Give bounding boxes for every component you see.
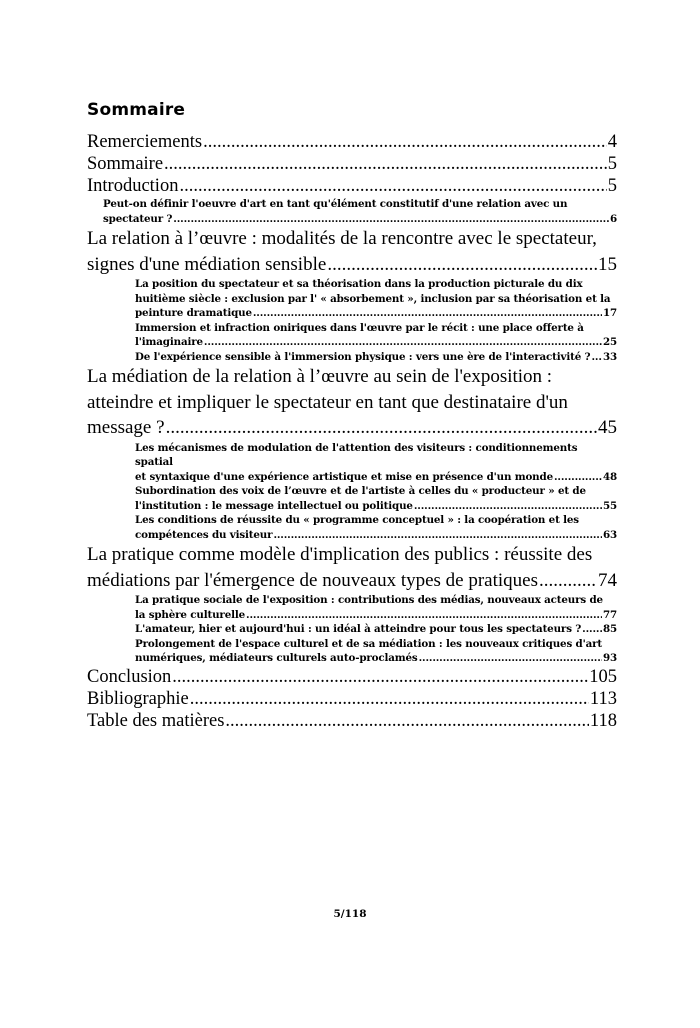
- dot-leader: [591, 350, 602, 365]
- toc-page-number: 93: [602, 652, 617, 664]
- toc-page-number: 45: [598, 417, 617, 438]
- dot-leader: [539, 568, 597, 594]
- toc-entry[interactable]: [87, 364, 617, 441]
- toc-entry[interactable]: [87, 542, 617, 593]
- toc-page-number: 15: [598, 253, 617, 275]
- toc-entry-lastline: [87, 568, 617, 594]
- toc-entry[interactable]: [87, 666, 617, 688]
- dot-leader: [582, 622, 602, 637]
- toc-page-number: 48: [602, 470, 617, 483]
- dot-leader: [225, 710, 589, 732]
- toc-entry-lastline: [103, 212, 617, 227]
- toc-entry-line: La médiation de la relation à l’œuvre au sein de l'exposition :: [87, 366, 553, 387]
- toc-entry-line: La pratique sociale de l'exposition : contributions des médias, nouveaux acteurs de: [135, 594, 603, 606]
- toc-entry-line: huitième siècle : exclusion par l' « absorbement », inclusion par sa théorisation et la: [135, 292, 611, 305]
- dot-leader: [204, 335, 602, 350]
- toc-entry-title: l'imaginaire: [135, 336, 203, 348]
- toc-entry[interactable]: [87, 637, 617, 666]
- dot-leader: [253, 306, 602, 321]
- toc-page-number: 4: [607, 132, 617, 152]
- toc-page-number: 105: [589, 666, 617, 687]
- toc-entry-line: Les conditions de réussite du « programme conceptuel » : la coopération et les: [135, 514, 579, 526]
- toc-page-number: 33: [602, 350, 617, 363]
- toc-page-number: 17: [602, 307, 617, 319]
- toc-entry[interactable]: [87, 277, 617, 321]
- toc-entry-line: La pratique comme modèle d'implication des publics : réussite des: [87, 544, 593, 565]
- dot-leader: [166, 415, 597, 441]
- toc-entry[interactable]: [87, 710, 617, 732]
- toc-page-number: 85: [602, 623, 617, 635]
- toc-entry-title: médiations par l'émergence de nouveaux types de pratiques: [87, 569, 538, 591]
- toc-entry-title: L'amateur, hier et aujourd'hui : un idéal à atteindre pour tous les spectateurs ?: [135, 623, 582, 635]
- dot-leader: [554, 470, 602, 485]
- dot-leader: [173, 212, 609, 227]
- toc-entry-line: La relation à l’œuvre : modalités de la rencontre avec le spectateur,: [87, 228, 597, 249]
- toc-page-number: 113: [589, 688, 617, 709]
- toc-entry[interactable]: [87, 688, 617, 710]
- toc-entry-lastline: [87, 415, 617, 441]
- dot-leader: [327, 252, 597, 278]
- toc-entry-lastline: [135, 651, 617, 666]
- toc-entry[interactable]: [87, 513, 617, 542]
- toc-page-number: 5: [607, 176, 617, 196]
- toc-entry-title: et syntaxique d'une expérience artistique et mise en présence d'un monde: [135, 470, 553, 483]
- toc-page-number: 63: [602, 528, 617, 541]
- toc-entry-lastline: [87, 175, 617, 197]
- toc-entry-lastline: [135, 306, 617, 321]
- dot-leader: [273, 528, 602, 543]
- toc-entry-title: spectateur ?: [103, 212, 173, 225]
- toc-entry-line: Les mécanismes de modulation de l'attention des visiteurs : conditionnements spatial: [135, 441, 578, 468]
- toc-entry-lastline: [135, 335, 617, 350]
- toc-page-number: 25: [602, 336, 617, 348]
- toc-entry[interactable]: [87, 131, 617, 153]
- dot-leader: [246, 608, 602, 623]
- toc-entry[interactable]: [87, 350, 617, 365]
- toc-entry-line: Immersion et infraction oniriques dans l'œuvre par le récit : une place offerte à: [135, 321, 584, 334]
- page-number: 5/118: [333, 908, 367, 920]
- toc-entry-title: compétences du visiteur: [135, 528, 273, 541]
- toc-page-number: 5: [607, 154, 617, 174]
- toc-entry[interactable]: [87, 321, 617, 350]
- toc-entry[interactable]: [87, 441, 617, 485]
- toc-entry-line: Subordination des voix de l’œuvre et de l'artiste à celles du « producteur » et de: [135, 485, 586, 497]
- toc-entry[interactable]: [87, 153, 617, 175]
- toc-entry-lastline: [87, 666, 617, 688]
- toc-entry-title: peinture dramatique: [135, 307, 252, 319]
- toc-entry-lastline: [87, 153, 617, 175]
- table-of-contents: [87, 131, 617, 732]
- toc-page-number: 74: [598, 569, 617, 591]
- dot-leader: [190, 688, 589, 710]
- toc-entry-lastline: [87, 688, 617, 710]
- toc-entry-lastline: [135, 608, 617, 623]
- toc-entry-lastline: [135, 622, 617, 637]
- toc-entry-lastline: [135, 528, 617, 543]
- toc-entry-title: De l'expérience sensible à l'immersion physique : vers une ère de l'interactivité ?: [135, 350, 591, 363]
- toc-entry-line: La position du spectateur et sa théorisation dans la production picturale du dix: [135, 278, 583, 290]
- toc-entry-lastline: [87, 252, 617, 278]
- toc-entry-line: Peut-on définir l'oeuvre d'art en tant qu'élément constitutif d'une relation avec un: [103, 198, 568, 210]
- toc-page-number: 6: [609, 212, 617, 225]
- toc-entry-title: Table des matières: [87, 710, 225, 731]
- toc-entry-title: Conclusion: [87, 666, 172, 687]
- dot-leader: [164, 153, 607, 175]
- toc-entry[interactable]: [87, 593, 617, 622]
- toc-page-number: 77: [602, 608, 617, 621]
- toc-entry-title: Remerciements: [87, 132, 203, 152]
- dot-leader: [419, 651, 602, 666]
- toc-entry-lastline: [135, 499, 617, 514]
- toc-entry[interactable]: [87, 226, 617, 277]
- toc-entry-lastline: [87, 710, 617, 732]
- toc-entry-line: Prolongement de l'espace culturel et de sa médiation : les nouveaux critiques d'art: [135, 637, 602, 650]
- dot-leader: [203, 131, 607, 153]
- toc-entry-title: Bibliographie: [87, 688, 189, 709]
- dot-leader: [172, 666, 588, 688]
- page-title: Sommaire: [87, 100, 186, 120]
- toc-page-number: 118: [589, 710, 617, 731]
- toc-page-number: 55: [602, 499, 617, 512]
- toc-entry-line: atteindre et impliquer le spectateur en tant que destinataire d'un: [87, 391, 568, 413]
- toc-entry-title: la sphère culturelle: [135, 608, 246, 621]
- toc-entry-lastline: [135, 350, 617, 365]
- toc-entry[interactable]: [87, 197, 617, 226]
- toc-entry[interactable]: [87, 622, 617, 637]
- toc-entry-title: l'institution : le message intellectuel ou politique: [135, 499, 413, 512]
- toc-entry-title: signes d'une médiation sensible: [87, 253, 327, 275]
- toc-entry-lastline: [87, 131, 617, 153]
- dot-leader: [414, 499, 602, 514]
- toc-entry-title: message ?: [87, 417, 165, 438]
- toc-entry-lastline: [135, 470, 617, 485]
- toc-entry-title: numériques, médiateurs culturels auto-proclamés: [135, 652, 418, 664]
- toc-entry-title: Introduction: [87, 176, 179, 196]
- toc-entry-title: Sommaire: [87, 154, 164, 174]
- dot-leader: [179, 175, 606, 197]
- toc-entry[interactable]: [87, 484, 617, 513]
- toc-entry[interactable]: [87, 175, 617, 197]
